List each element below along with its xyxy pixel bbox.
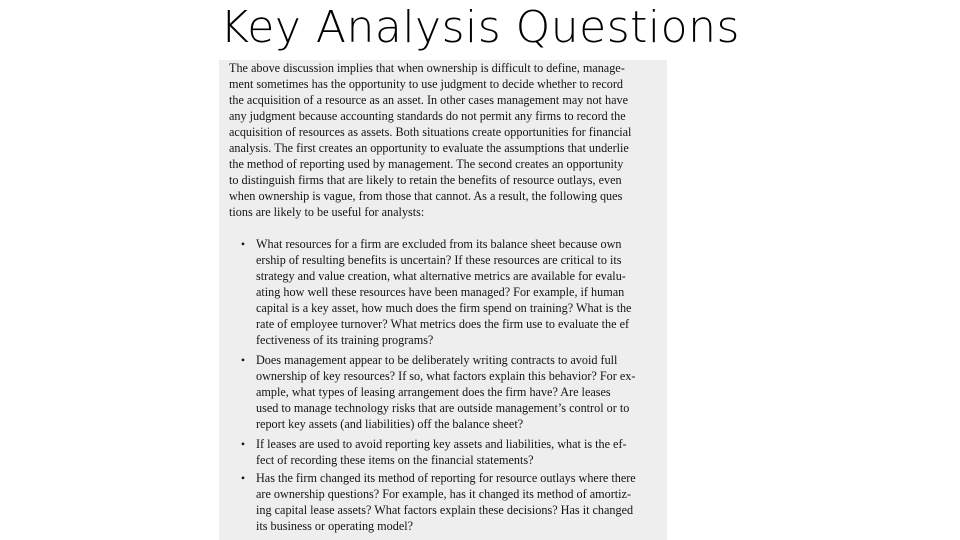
text-line: when ownership is vague, from those that cannot. As a result, the following ques (229, 189, 623, 203)
text-line: the method of reporting used by management. The second creates an opportunity (229, 157, 624, 171)
text-line: used to manage technology risks that are outside management’s control or to (256, 401, 630, 415)
text-line: acquisition of resources as assets. Both situations create opportunities for financial (229, 125, 632, 139)
text-line: fect of recording these items on the financial statements? (256, 453, 534, 467)
text-line: The above discussion implies that when ownership is difficult to define, manage- (229, 61, 625, 75)
bullet-marker: • (240, 237, 246, 251)
text-line: rate of employee turnover? What metrics does the firm use to evaluate the ef (256, 317, 630, 331)
text-line: analysis. The first creates an opportunity to evaluate the assumptions that underlie (229, 141, 629, 155)
scanned-text-image (219, 60, 667, 540)
bullet-marker: • (240, 353, 246, 367)
text-line: capital is a key asset, how much does the firm spend on training? What is the (256, 301, 632, 315)
text-line: fectiveness of its training programs? (256, 333, 434, 347)
text-line: ing capital lease assets? What factors explain these decisions? Has it changed (256, 503, 634, 517)
text-line: strategy and value creation, what alternative metrics are available for evalu- (256, 269, 626, 283)
text-line: tions are likely to be useful for analysts: (229, 205, 425, 219)
text-line: the acquisition of a resource as an asset. In other cases management may not have (229, 93, 628, 107)
text-line: report key assets (and liabilities) off the balance sheet? (256, 417, 524, 431)
bullet-marker: • (240, 437, 246, 451)
text-line: ating how well these resources have been managed? For example, if human (256, 285, 625, 299)
text-line: to distinguish firms that are likely to retain the benefits of resource outlays, even (229, 173, 622, 187)
text-line: ment sometimes has the opportunity to use judgment to decide whether to record (229, 77, 623, 91)
text-line: its business or operating model? (256, 519, 414, 533)
text-line: If leases are used to avoid reporting key assets and liabilities, what is the ef- (256, 437, 627, 451)
text-line: ample, what types of leasing arrangement does the firm have? Are leases (256, 385, 611, 399)
text-line: What resources for a firm are excluded from its balance sheet because own (256, 237, 622, 251)
text-line: Does management appear to be deliberately writing contracts to avoid full (256, 353, 618, 367)
bullet-marker: • (240, 471, 246, 485)
slide-title: Key Analysis Questions (220, 2, 740, 53)
text-line: are ownership questions? For example, has it changed its method of amortiz- (256, 487, 632, 501)
text-line: ownership of key resources? If so, what factors explain this behavior? For ex- (256, 369, 636, 383)
text-line: any judgment because accounting standards do not permit any firms to record the (229, 109, 626, 123)
text-line: Has the firm changed its method of reporting for resource outlays where there (256, 471, 636, 485)
text-line: ership of resulting benefits is uncertain? If these resources are critical to its (256, 253, 622, 267)
